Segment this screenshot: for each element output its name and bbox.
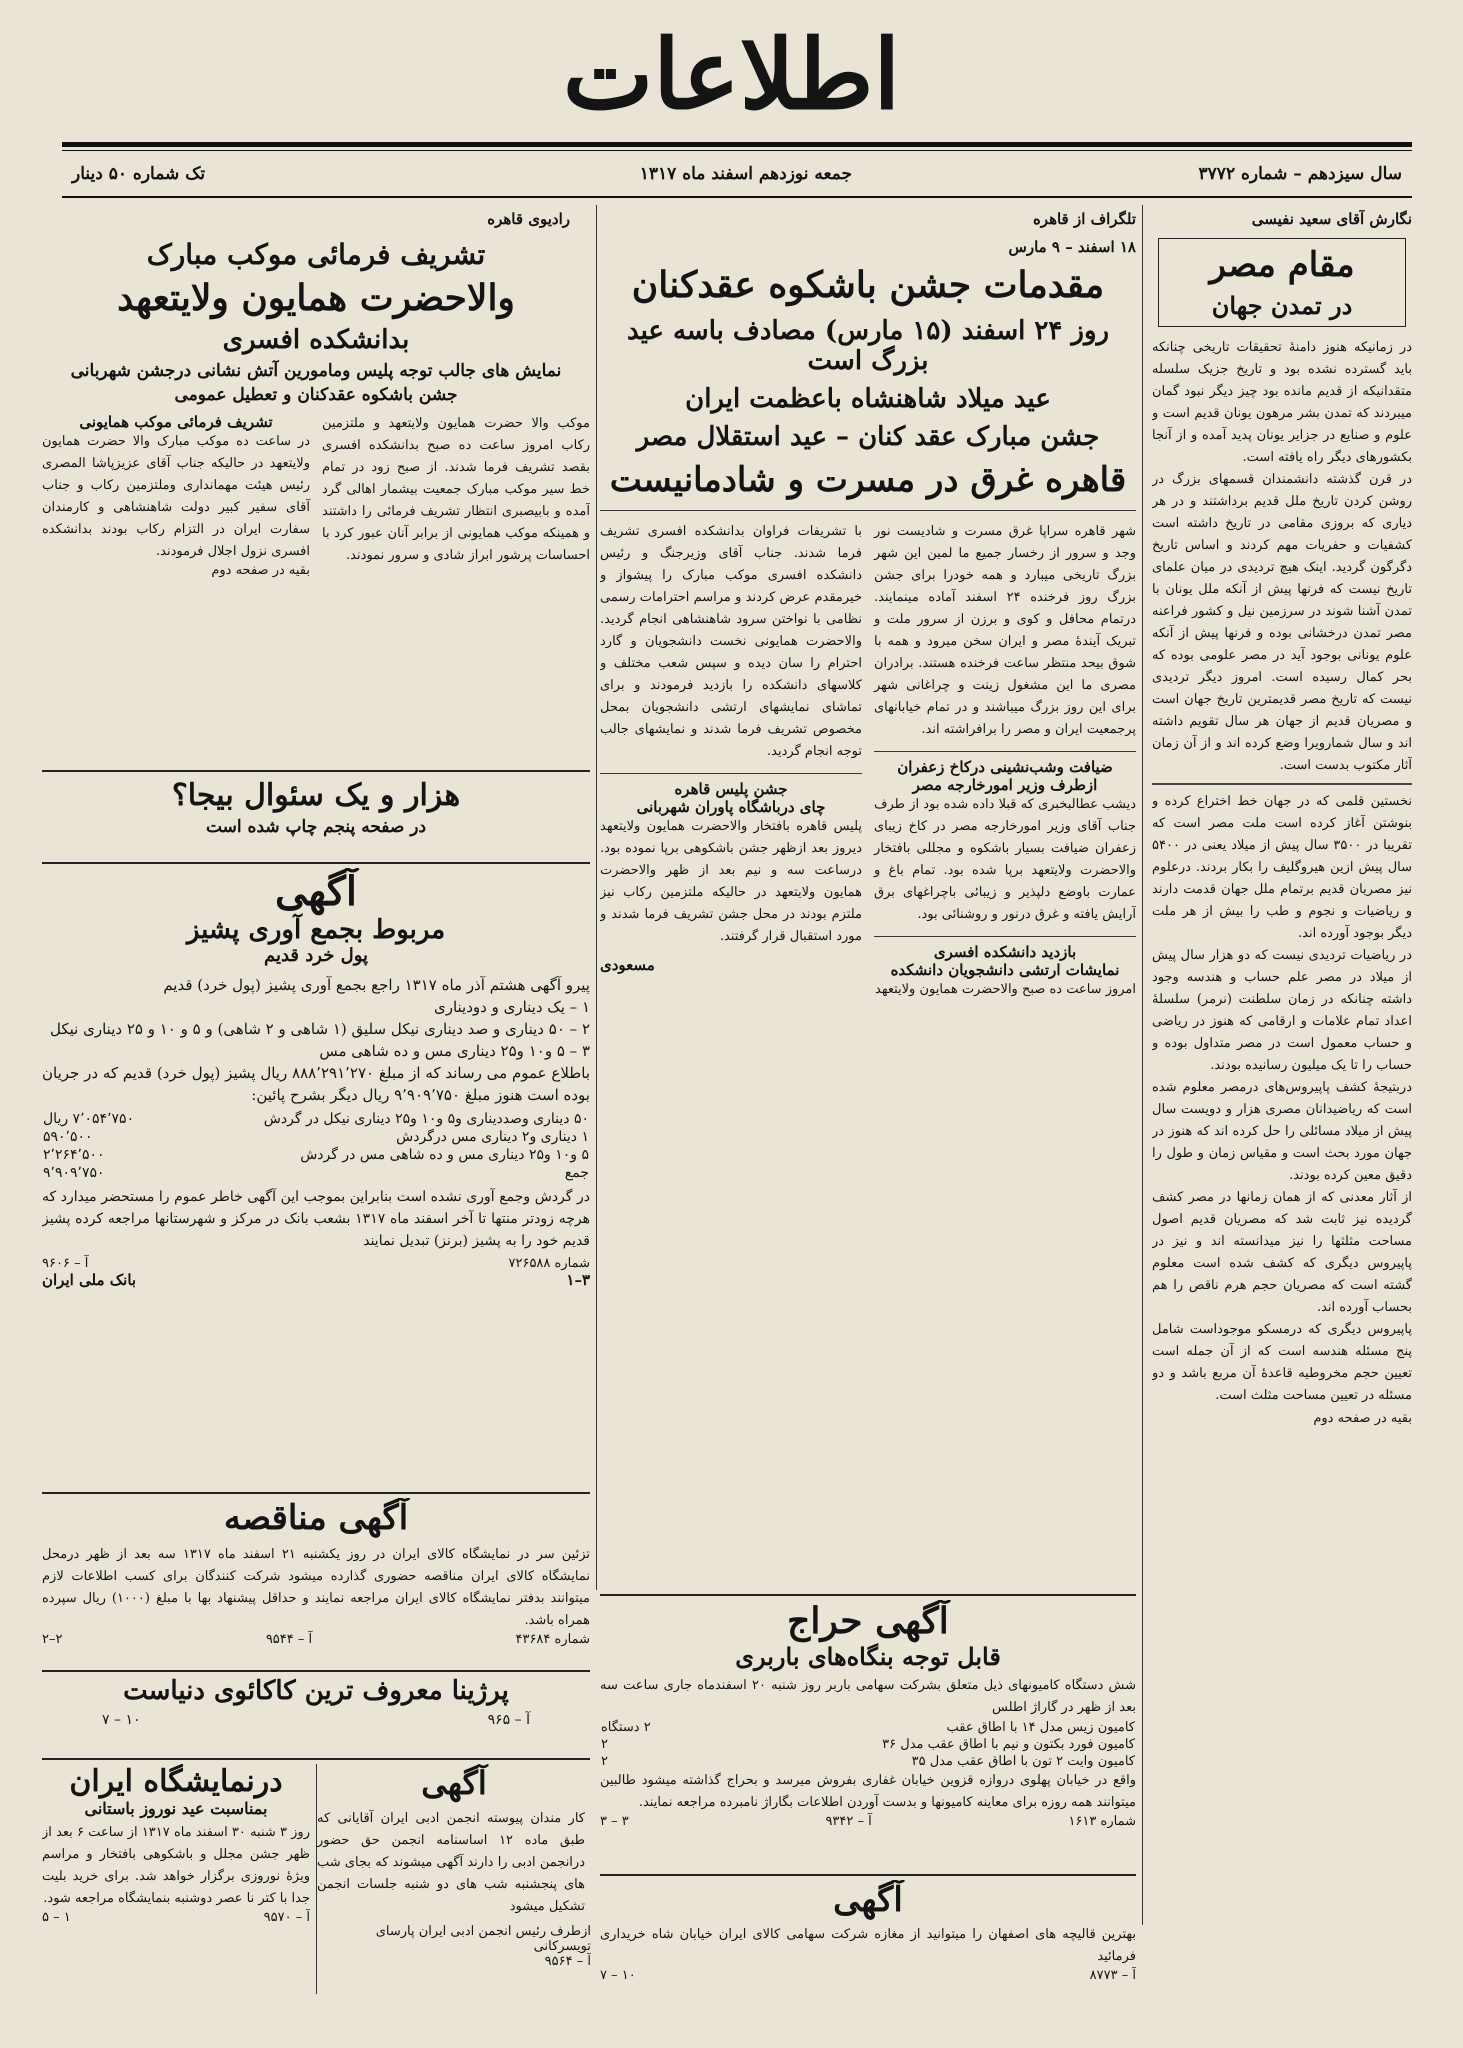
ad-subtitle: بمناسبت عید نوروز باستانی (84, 1799, 268, 1818)
divider (1152, 783, 1412, 785)
row-value: ۲٬۲۶۴٬۵۰۰ (43, 1147, 105, 1163)
ad-ref: آ – ۹۶۵ (487, 1712, 530, 1728)
table-row (42, 1164, 590, 1182)
continued-note: بقیه در صفحه دوم (211, 563, 310, 578)
ad-item: ۲ – ۵۰ دیناری و صد دیناری نیکل سلیق (۱ شاهی و ۲ شاهی) و ۵ و ۱۰ و ۲۵ دیناری نیکل (50, 1020, 590, 1038)
masthead-rule-thin (62, 150, 1412, 151)
row-label: ۵۰ دیناری وصددیناری و۵ و۱۰ و۲۵ دیناری نیکل در گردش (263, 1111, 589, 1127)
article-text: امروز ساعت ده صبح والاحضرت همایون ولایتعهد (875, 982, 1136, 997)
ad-ref: آ – ۹۵۷۰ (263, 1910, 310, 1925)
row-label: کامیون فورد بکتون و نیم با اطاق عقب مدل ۳۶ (882, 1737, 1135, 1752)
table-row (600, 1753, 1136, 1770)
ad-number: شماره ۷۲۶۵۸۸ (508, 1256, 590, 1271)
ad-subtitle: مربوط بجمع آوری پشیز (186, 915, 446, 945)
headline-line: بدانشکده افسری (222, 325, 410, 355)
divider (42, 1492, 590, 1494)
table-row (42, 1110, 590, 1128)
paragraph: از آثار معدنی که از همان زمانها در مصر کشف گردیده نیز ثابت شد که مصریان قدیم اصول مساحت مثلثها را نیز میدانسته اند و نیز در پاپیروس دیگری که کشف شده است معلوم گشته است که مصریان حجم هرم ناقص را هم بحساب آورده اند. (1152, 1190, 1412, 1315)
subsection-sub: ازطرف وزیر امورخارجه مصر (912, 776, 1098, 794)
ad-title: آگهی حراج (787, 1600, 949, 1642)
ad-title: درنمایشگاه ایران (69, 1764, 283, 1799)
ad-ref: آ – ۹۵۴۴ (265, 1632, 313, 1647)
ad-signer: ازطرف رئیس انجمن ادبی ایران پارسای تویسرکانی (375, 1924, 591, 1954)
paragraph: در ریاضیات تردیدی نیست که دو هزار سال پیش از میلاد در مصر علم حساب و هندسه وجود داشته چنانکه در زمان سلطنت (نرمر) سلسلهٔ اعداد تمام علامات و ارقامی که هنوز در ریاضی و حساب معمول است در مصر متداول بوده و حساب را تا یک میلیون رسانیده بودند. (1152, 948, 1412, 1073)
ad-number: شماره ۱۶۱۳ (1068, 1814, 1136, 1829)
ad-code: ۳ – ۳ (600, 1814, 629, 1829)
divider (600, 1874, 1136, 1876)
table-row (42, 1128, 590, 1146)
ad-text: تزئین سر در نمایشگاه کالای ایران در روز یکشنبه ۲۱ اسفند ماه ۱۳۱۷ سه بعد از ظهر درمحل نمایشگاه کالای ایران مناقصه حضوری گذارده میشود شرکت کنندگان برای کسب اطلاعات لازم میتوانند بدفتر نمایشگاه کالای ایران مراجعه نمایند و حداقل پیشنهاد بها با مبلغ (۱۰۰۰) ریال سپرده همراه باشد. (42, 1547, 590, 1628)
subsection-title: تشریف فرمائی موکب همایونی (79, 413, 273, 431)
ad-item: ۳ – ۵ و۱۰ و۲۵ دیناری مس و ده شاهی مس (319, 1042, 590, 1060)
masthead-title: اطلاعات (562, 18, 901, 131)
ad-text: واقع در خیابان پهلوی دروازه قزوین خیابان غفاری بفروش میرسد و بحراج گذاشته میشود طالبین میتوانند همه روزه برای معاینه کامیونها و بدست آوردن اطلاعات بگاراژ نامبرده مراجعه نمایند. (600, 1773, 1136, 1810)
headline-line: تشریف فرمائی موکب مبارک (146, 238, 486, 271)
ad-code: ۱۰ – ۷ (102, 1712, 141, 1728)
ad-text: کار مندان پیوسته انجمن ادبی ایران آقایانی که طبق ماده ۱۲ اساسنامه انجمن حق حضور درانجمن ادبی را دارند آگهی میشوند که بجای شب های پنجشنبه شب های دو شنبه جلسات انجمن تشکیل میشود (317, 1811, 585, 1914)
column-rule (1142, 205, 1143, 1925)
row-count: ۲ (601, 1754, 608, 1769)
main-headline: مقدمات جشن باشکوه عقدکنان (631, 264, 1105, 306)
dateline-rule (62, 196, 1412, 198)
ad-title: آگهی (421, 1764, 487, 1802)
dateline (62, 160, 1412, 190)
ad-small (316, 1764, 591, 1994)
article-text: در ساعت ده موکب مبارک والا حضرت همایون ولایتعهد در حالیکه جناب آقای عزیزپاشا المصری رئیس هیئت مهمانداری وملتزمین رکاب و جناب آقای سفیر کبیر دولت شاهنشاهی و کارمندان سفارت ایران در التزام رکاب بودند بدانشکده افسری نزول اجلال فرمودند. (42, 434, 310, 559)
article-headline: مقام مصر (1209, 245, 1355, 285)
subsection-title: بازدید دانشکده افسری (874, 936, 1136, 961)
masthead-rule (62, 142, 1412, 147)
article-cairo (600, 210, 1136, 1590)
subsection-title: ضیافت وشب‌نشینی درکاخ زعفران (874, 751, 1136, 776)
coins-table (42, 1110, 590, 1182)
headline-line: قاهره غرق در مسرت و شادمانیست (609, 460, 1127, 500)
subsection-sub: نمایشات ارتشی دانشجویان دانشکده (890, 961, 1120, 979)
ad-subtitle: قابل توجه بنگاه‌های باربری (735, 1642, 1001, 1671)
table-row (42, 1146, 590, 1164)
ad-ref: آ – ۹۵۶۴ (544, 1954, 591, 1969)
issue-price: تک شماره ۵۰ دینار (72, 164, 206, 184)
row-label: ۱ دیناری و۲ دیناری مس درگردش (396, 1129, 589, 1145)
ad-coins (42, 868, 590, 1488)
table-row (600, 1719, 1136, 1736)
row-value: ۷٬۰۵۴٬۷۵۰ ریال (43, 1111, 135, 1127)
ad-code: ۱۰ – ۷ (600, 1968, 636, 1983)
ad-text: پیرو آگهی هشتم آذر ماه ۱۳۱۷ راجع بجمع آوری پشیز (پول خرد) قدیم (163, 976, 590, 994)
ad-title: پرژینا معروف ترین کاکائوی دنیاست (123, 1676, 509, 1706)
question-notice (42, 778, 590, 858)
ad-title: آگهی (275, 868, 357, 915)
ad-auction (600, 1600, 1136, 1870)
ad-code: ۲–۲ (42, 1632, 63, 1647)
signature: مسعودی (600, 956, 655, 974)
bank-name: بانک ملی ایران (42, 1271, 137, 1289)
byline: نگارش آقای سعید نفیسی (1251, 210, 1412, 228)
article-text: با تشریفات فراوان بدانشکده افسری تشریف فرما شدند. جناب آقای وزیرجنگ و رئیس دانشکده افسری موکب مبارک را پیشواز و خیرمقدم عرض کردند و مراسم احترامات رسمی نظامی با نواختن سرود شاهنشاهی انجام گردید. والاحضرت همایونی نخست دانشجویان و گارد احترام را سان دیده و سپس شعب مختلف و کلاسهای دانشکده را بازدید فرمودند و برای تماشای نمایشهای ارتشی دانشجویان بمحل مخصوص تشریف فرما شدند و نمایشهای جالب توجه انجام گردید. (600, 524, 862, 759)
ad-ref: آ – ۹۶۰۶ (42, 1256, 89, 1271)
ad-tender (42, 1498, 590, 1668)
ad-carpet (600, 1880, 1136, 2000)
row-count: ۲ دستگاه (601, 1720, 651, 1735)
ad-ref: آ – ۸۷۷۳ (1089, 1968, 1136, 1983)
row-label: ۵ و۱۰ و۲۵ دیناری مس و ده شاهی مس در گردش (300, 1147, 589, 1163)
paragraph: در زمانیکه هنوز دامنهٔ تحقیقات تاریخی چنانکه باید گسترده نشده بود و تاریخ جزیک سلسله متقدانیکه از قدیم مانده بود چیز دیگر نبود گمان میبردند که تمدن بشر مرهون یونان قدیم است و علوم و صنایع در جزایر یونان پدید آمده و از آنجا بکشورهای دیگر راه یافته است. (1152, 340, 1412, 465)
ad-code: ۳–۱ (566, 1271, 590, 1289)
volume-number: سال سیزدهم – شماره ۳۷۷۲ (1198, 164, 1402, 184)
row-label: کامیون وایت ۲ تون با اطاق عقب مدل ۳۵ (911, 1754, 1135, 1769)
divider (42, 862, 590, 864)
row-value: ۵۹۰٬۵۰۰ (43, 1129, 93, 1145)
section-label: رادیوی قاهره (487, 210, 570, 228)
article-text: شهر قاهره سراپا غرق مسرت و شادیست نور وجد و سرور از رخسار جمیع ما لمین این شهر بزرگ تاریخی میبارد و همه خودرا برای جشن بزرگ روز فرخنده ۲۴ اسفند آماده مینمایند. درتمام محافل و کوی و برزن از سرور ملت و تبریک آیندهٔ مصر و ایران سخن میرود و همه با شوق بیحد منتظر ساعت فرخنده هستند. برادران مصری ما این مشغول زینت و چراغانی شهر برای این روز بزرگ میباشند و در تمام خیابانهای پرجمعیت ایران و مصر را برافراشته اند. (874, 524, 1136, 737)
ad-text: بهترین قالیچه های اصفهان را میتوانید از مغازه شرکت سهامی کالای ایران خیابان شاه خریداری فرمائید (600, 1927, 1136, 1964)
question-sub: در صفحه پنجم چاپ شده است (205, 817, 427, 837)
ad-perzina (42, 1676, 590, 1756)
paragraph: نخستین قلمی که در جهان خط اختراع کرده و بنوشتن آغاز کرده است ملت مصر است که تقریبا در ۳۵۰۰ سال پیش از میلاد یعنی در ۵۴۰۰ سال پیش ازین هیروگلیف را بکار بردند. درعلوم نیز مصریان قدیم برتمام ملل جهان قدمت دارند و ریاضیات و نجوم و طب را بیش از هر ملت دیگر بوجود آورده اند. (1152, 794, 1412, 941)
headline-box (1158, 238, 1406, 327)
article-text: موکب والا حضرت همایون ولایتعهد و ملتزمین رکاب امروز ساعت ده صبح بدانشکده افسری بقصد تشریف فرما شدند. از صبح زود در تمام خط سیر موکب مبارک جمعیت بیشمار اهالی گرد آمده و بابیصبری انتظار تشریف فرمائی را داشتند و همینکه موکب همایونی از برابر آنان عبور کرد با احساسات پرشور ابراز شادی و سرور نمودند. (322, 416, 590, 563)
article-subheadline: در تمدن جهان (1211, 291, 1353, 320)
paragraph: دربتیجهٔ کشف پاپیروس‌های درمصر معلوم شده است که ریاضیدانان مصری هزار و دویست سال پیش از میلاد مسائلی را حل کرده اند که هنوز در جهان مورد بحث است و مقیاس زمان و طول را دقیق معین کرده بودند. (1152, 1080, 1412, 1183)
question-headline: هزار و یک سئوال بیجا؟ (171, 778, 461, 813)
ad-title: آگهی (833, 1880, 903, 1920)
ad-exhibition (42, 1764, 310, 1994)
divider (600, 510, 1136, 511)
divider (42, 1670, 590, 1672)
ad-ref: آ – ۹۳۴۲ (825, 1814, 872, 1829)
divider (600, 1594, 1136, 1596)
divider (42, 770, 590, 772)
auction-table (600, 1719, 1136, 1770)
row-count: ۲ (601, 1737, 608, 1752)
row-label: جمع (564, 1165, 589, 1181)
headline-line: جشن مبارک عقد کنان – عید استقلال مصر (636, 422, 1100, 452)
headline-line: والاحضرت همایون ولایتعهد (117, 277, 515, 319)
headline-line: عید میلاد شاهنشاه باعظمت ایران (685, 384, 1051, 414)
ad-title: آگهی مناقصه (223, 1498, 409, 1538)
row-value: ۹٬۹۰۹٬۷۵۰ (43, 1165, 105, 1181)
column-rule (596, 205, 597, 1590)
ad-text: روز ۳ شنبه ۳۰ اسفند ماه ۱۳۱۷ از ساعت ۶ بعد از ظهر جشن مجلل و باشکوهی بافتخار و مراسم ویژهٔ نوروزی برگزار خواهد شد. برای خرید بلیت جدا با کتر نا عصر دوشنبه بنمایشگاه مراجعه شود. (42, 1825, 310, 1906)
ad-number: شماره ۴۳۶۸۴ (515, 1632, 590, 1647)
sub-headline: نمایش های جالب توجه پلیس ومامورین آتش نشانی درجشن شهربانی (70, 361, 562, 381)
ad-item: ۱ – یک دیناری و دودیناری (433, 998, 590, 1016)
article-text: پلیس قاهره بافتخار والاحضرت همایون ولایتعهد دیروز بعد ازظهر جشن باشکوهی برپا نموده بود. درساعت سه و نیم بعد از ظهر والاحضرت همایون ولایتعهد در حالیکه ملتزمین رکاب نیز ملتزم بودند در محل جشن تشریف فرما شدند و مورد استقبال قرار گرفتند. (600, 819, 862, 944)
ad-subtitle: پول خرد قدیم (263, 945, 369, 966)
paragraph: پاپیروس دیگری که درمسکو موجوداست شامل پنج مسئله هندسه است که از آن جمله است تعیین حجم مخروطیه قاعدهٔ آن مربع باشد و دو مسئله در تعیین مساحت مثلث است. (1152, 1322, 1412, 1403)
continued-note: بقیه در صفحه دوم (1313, 1411, 1412, 1426)
table-row (600, 1736, 1136, 1753)
ad-code: ۱ – ۵ (42, 1910, 71, 1925)
ad-text: شش دستگاه کامیونهای ذیل متعلق بشرکت سهامی باربر روز شنبه ۲۰ اسفندماه جاری ساعت سه بعد از ظهر در گاراژ اطلس (600, 1678, 1136, 1715)
article-text: دیشب عطالبخبری که قبلا داده شده بود از طرف جناب آقای وزیر امورخارجه مصر در کاخ زیبای زعفران ضیافت بسیار باشکوه و مجللی بافتخار والاحضرت ولایتعهد برپا شده بود. تمام باغ و عمارت باوضع دلپذیر و زیبائی باچراغهای برق آرایش یافته و غرق درنور و روشنائی بود. (874, 797, 1136, 922)
headline-line: روز ۲۴ اسفند (۱۵ مارس) مصادف باسه عید بزرگ است (626, 316, 1110, 376)
paragraph: در قرن گذشته دانشمندان قسمهای بزرگ در روشن کردن تاریخ ملل قدیم برداشتند و در هر دیاری که بروزی مقامی در تاریخ داشته است کشفیات و حفریات مهم کردند و اساس تاریخ دگرگون گردید. اینک هیچ تردیدی در میان علمای تاریخ نیست که فرنها پیش از آنکه ملل یونان با تمدن آشنا شوند در سرزمین نیل و کشور فراعنه مصر تمدن درخشانی بوده و فرنها پیش از آنکه علوم یونانی بوجود آید در مصر علومی بوده که بحر کمال رسیده است. امروز دیگر تردیدی نیست که تاریخ مصر قدیمترین تاریخ جهان است و مصریان قدیم از جهان هر سال تقویم داشته اند و سال شمارویرا وضع کرده اند و از آن زمان آثار مکتوب بدست است. (1152, 472, 1412, 773)
sub-headline: جشن باشکوه عقدکنان و تعطیل عمومی (174, 385, 458, 405)
telegraph-date: ۱۸ اسفند – ۹ مارس (1008, 238, 1136, 256)
subsection-sub: چای درباشگاه پاوران شهربانی (636, 798, 826, 816)
section-label: تلگراف از قاهره (1032, 210, 1136, 228)
ad-text: در گردش وجمع آوری نشده است بنابراین بموجب این آگهی خاطر عموم را مستحضر میدارد که هرچه زودتر منتها تا آخر اسفند ماه ۱۳۱۷ بشعب بانک در مرکز و شهرستانها مراجعه کرده پشیز قدیم خود را به پشیز (برنز) تبدیل نمایند (42, 1189, 590, 1249)
row-label: کامیون زیس مدل ۱۴ با اطاق عقب (946, 1720, 1135, 1735)
article-radio (42, 210, 590, 770)
divider (42, 1758, 590, 1760)
article-egypt (1152, 210, 1412, 1930)
subsection-title: جشن پلیس قاهره (600, 773, 862, 798)
ad-text: باطلاع عموم می رساند که از مبلغ ۸۸۸٬۲۹۱٬۲۷۰ ریال پشیز (پول خرد) قدیم که در جریان بوده است هنوز مبلغ ۹٬۹۰۹٬۷۵۰ ریال دیگر بشرح پائین: (42, 1064, 590, 1104)
issue-date: جمعه نوزدهم اسفند ماه ۱۳۱۷ (639, 164, 852, 184)
